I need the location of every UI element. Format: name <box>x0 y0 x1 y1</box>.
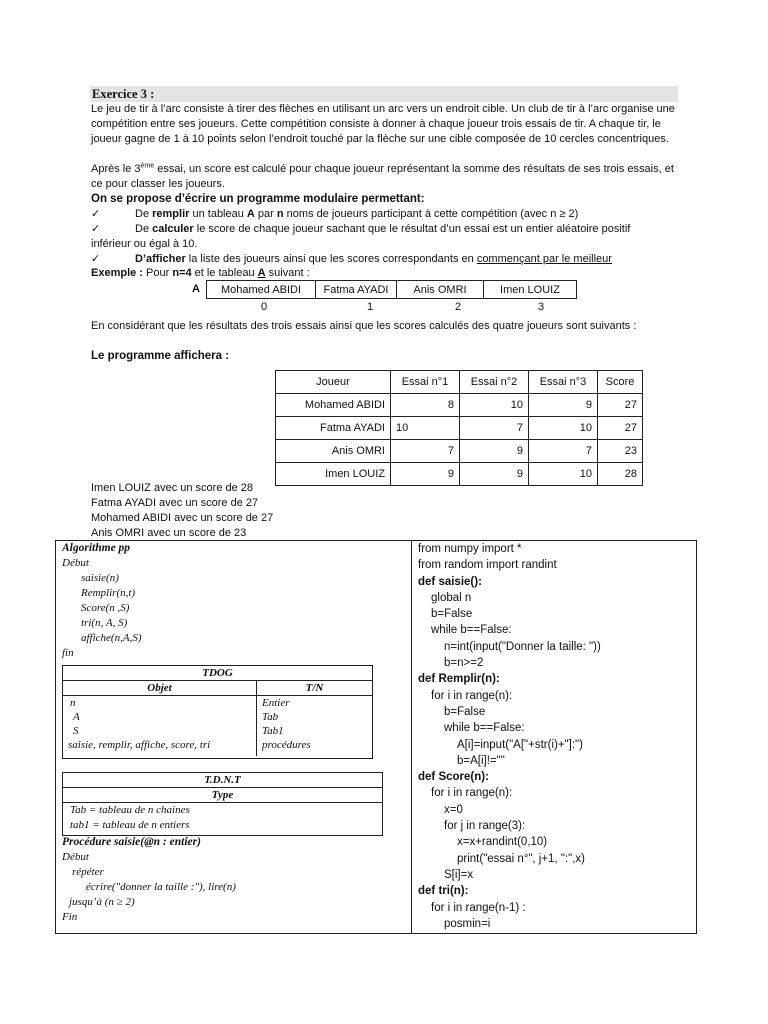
array-index: 1 <box>367 301 374 313</box>
output-line: Anis OMRI avec un score de 23 <box>91 527 247 539</box>
array-index: 0 <box>261 301 268 313</box>
column-header: Essai n°1 <box>391 371 460 394</box>
check-icon: ✓ <box>91 223 101 235</box>
array-cell: Imen LOUIZ <box>484 281 577 299</box>
tdnt-header: Type <box>63 788 382 803</box>
code-line: posmin=i <box>444 917 491 930</box>
proc-line: répéter <box>72 866 104 878</box>
code-line: global n <box>431 591 472 604</box>
code-line: for i in range(n): <box>431 689 513 702</box>
code-line: n=int(input("Donner la taille: ")) <box>444 640 601 653</box>
bullet-afficher: ✓ D’afficher la liste des joueurs ainsi que les scores correspondants en commençant par le meilleur <box>91 253 612 265</box>
code-line: from random import randint <box>418 559 557 572</box>
column-header: Essai n°2 <box>460 371 529 394</box>
exercise-intro: Le jeu de tir à l’arc consiste à tirer des flèches en utilisant un arc vers un endroit cible. Un club de tir à l’arc organise une compétition entre ses joueurs. Cette compétition consiste à donner à chaque joueur trois essais de tir. A chaque tir, le joueur gagne de 1 à 10 points selon l’endroit touché par la flèche sur une cible composée de 10 cercles concentriques. <box>91 103 675 145</box>
code-line: def Remplir(n): <box>418 673 500 686</box>
code-line: x=x+randint(0,10) <box>457 836 548 849</box>
algo-line: Remplir(n,t) <box>81 587 136 599</box>
code-line: print("essai n°", j+1, ":",x) <box>457 852 585 865</box>
column-divider <box>411 540 412 934</box>
proc-line: Fin <box>62 911 78 923</box>
code-line: while b==False: <box>431 624 512 637</box>
tdnt-title: T.D.N.T <box>63 773 382 788</box>
tdog-body: n A S saisie, remplir, affiche, score, tri Entier Tab Tab1 procédures <box>63 696 372 756</box>
output-line: Imen LOUIZ avec un score de 28 <box>91 482 254 494</box>
code-line: b=A[i]!="" <box>457 754 505 767</box>
table-row: Mohamed ABIDI 8 10 9 27 <box>276 394 643 417</box>
program-shows-label: Le programme affichera : <box>91 350 230 362</box>
algo-line: Début <box>62 557 89 569</box>
output-line: Fatma AYADI avec un score de 27 <box>91 497 259 509</box>
algo-line: saisie(n) <box>81 572 119 584</box>
table-row: Fatma AYADI 10 7 10 27 <box>276 417 643 440</box>
algo-line: affiche(n,A,S) <box>81 632 142 644</box>
python-code-listing <box>418 541 601 932</box>
code-line: b=False <box>431 608 473 621</box>
code-line: def tri(n): <box>418 885 469 898</box>
column-header: Score <box>598 371 643 394</box>
check-icon: ✓ <box>91 253 101 265</box>
output-line: Mohamed ABIDI avec un score de 27 <box>91 512 274 524</box>
array-cell: Fatma AYADI <box>316 281 397 299</box>
code-line: def Score(n): <box>418 771 489 784</box>
array-cell: Anis OMRI <box>397 281 484 299</box>
code-line: for i in range(n): <box>431 787 513 800</box>
tdog-table <box>62 665 373 759</box>
example-line: Exemple : Pour n=4 et le tableau A suivant : <box>91 267 310 279</box>
results-table <box>275 370 643 486</box>
algo-line: tri(n, A, S) <box>81 617 128 629</box>
table-row: Imen LOUIZ 9 9 10 28 <box>276 463 643 486</box>
bullet-calculer: ✓ De calculer le score de chaque joueur sachant que le résultat d’un essai est un entier aléatoire positif inférieur ou égal à 10. <box>91 223 631 250</box>
algo-line: fin <box>62 647 74 659</box>
bullet-remplir: ✓ De remplir un tableau A par n noms de joueurs participant à cette compétition (avec n ≥ 2) <box>91 208 579 220</box>
column-header: Joueur <box>276 371 391 394</box>
procedure-title: Procédure saisie(@n : entier) <box>62 836 201 848</box>
code-line: b=False <box>444 705 486 718</box>
table-header-row <box>276 371 643 394</box>
array-label: A <box>192 283 200 295</box>
proc-line: Début <box>62 851 89 863</box>
code-line: S[i]=x <box>444 868 474 881</box>
algo-line: Score(n ,S) <box>81 602 130 614</box>
proc-line: jusqu’à (n ≥ 2) <box>69 896 135 908</box>
code-line: A[i]=input("A["+str(i)+"]:") <box>457 738 583 751</box>
array-cell: Mohamed ABIDI <box>207 281 316 299</box>
column-header: Essai n°3 <box>529 371 598 394</box>
code-line: b=n>=2 <box>444 657 484 670</box>
code-line: def saisie(): <box>418 575 482 588</box>
array-index: 3 <box>538 301 545 313</box>
exercise-heading <box>90 86 678 102</box>
code-line: for j in range(3): <box>444 820 526 833</box>
considering-paragraph: En considérant que les résultats des trois essais ainsi que les scores calculés des quatre joueurs sont suivants : <box>91 320 637 332</box>
proc-line: écrire("donner la taille :"), lire(n) <box>86 881 236 893</box>
array-index: 2 <box>455 301 462 313</box>
tdog-header-row: Objet T/N <box>63 681 372 696</box>
check-icon: ✓ <box>91 208 101 220</box>
algorithm-title: Algorithme pp <box>62 542 131 554</box>
code-line: for i in range(n-1) : <box>431 901 526 914</box>
score-paragraph: Après le 3ème essai, un score est calculé pour chaque joueur représentant la somme des résultats de ses trois essais, et ce pour classer les joueurs. <box>91 162 674 190</box>
array-a-table <box>206 280 577 299</box>
tdnt-table: T.D.N.T Type Tab = tableau de n chaines tab1 = tableau de n entiers <box>62 772 383 836</box>
code-line: from numpy import * <box>418 543 522 555</box>
code-line: while b==False: <box>444 722 525 735</box>
exercise-title: Exercice 3 : <box>92 87 155 101</box>
table-row: Anis OMRI 7 9 7 23 <box>276 440 643 463</box>
code-line: x=0 <box>444 803 463 816</box>
proposal-line: On se propose d’écrire un programme modulaire permettant: <box>91 193 425 205</box>
tdog-title: TDOG <box>63 666 372 681</box>
